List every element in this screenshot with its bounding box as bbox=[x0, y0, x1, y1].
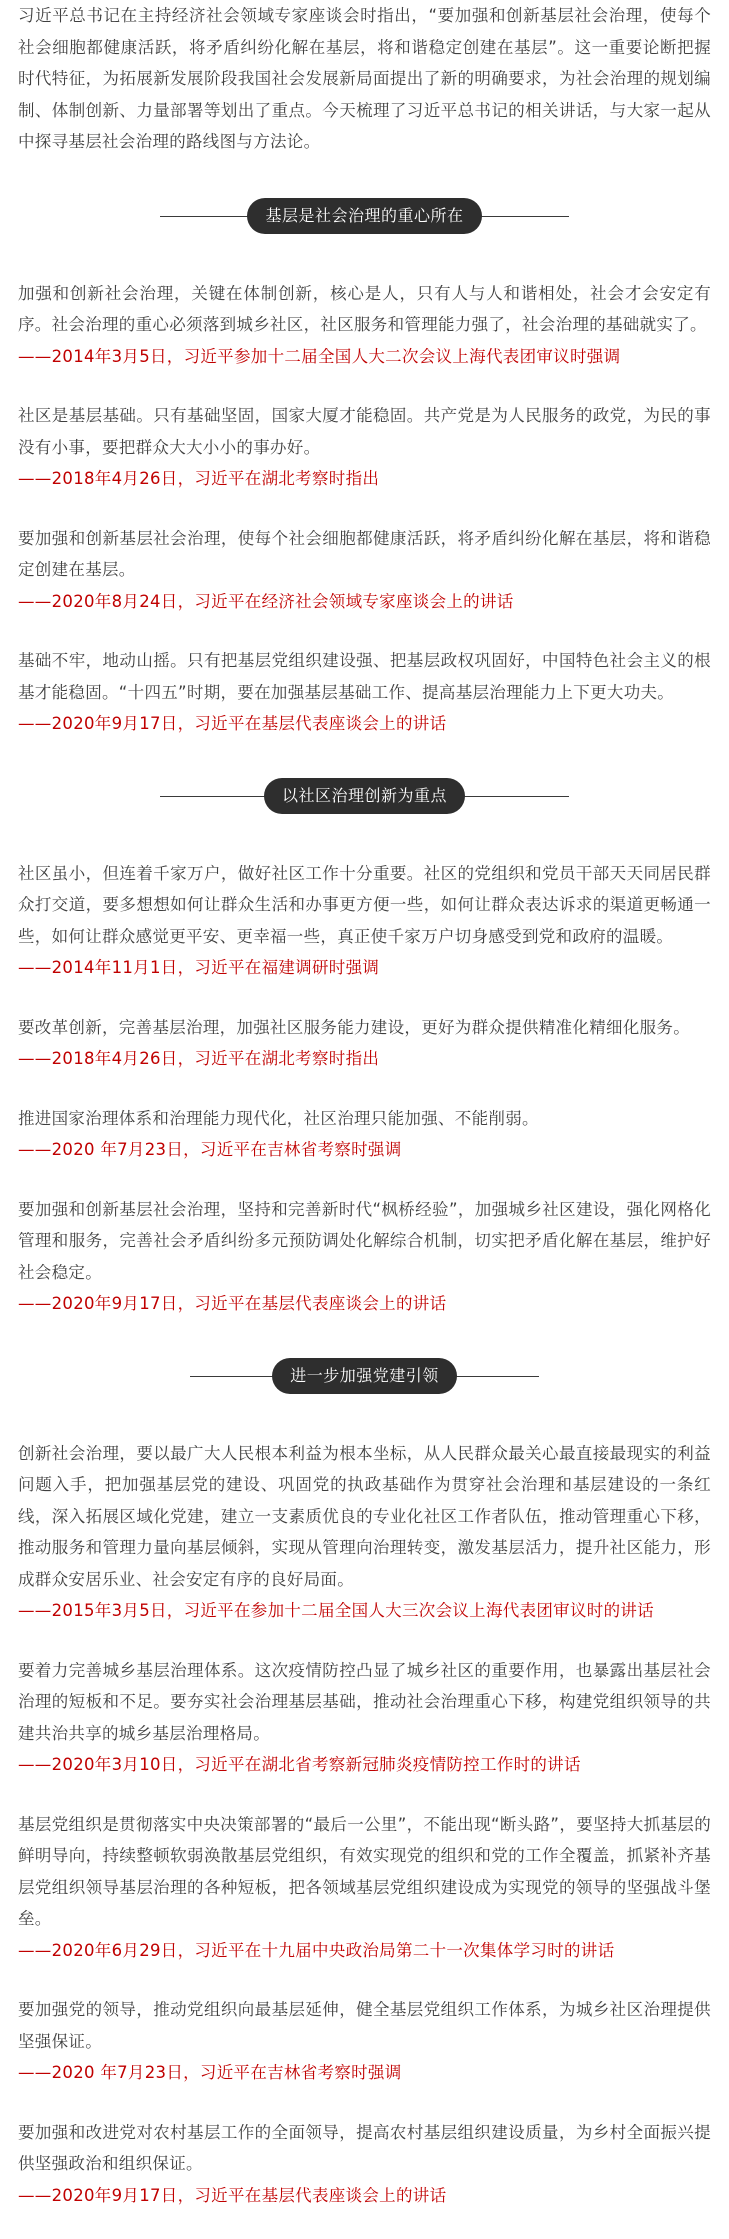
quote-block bbox=[0, 523, 729, 618]
quote-source: ——2014年11月1日，习近平在福建调研时强调 bbox=[18, 958, 380, 977]
section-heading-2 bbox=[0, 778, 729, 814]
quote-source: ——2020年9月17日，习近平在基层代表座谈会上的讲话 bbox=[18, 1294, 447, 1313]
quote-block bbox=[0, 400, 729, 495]
section-heading-1 bbox=[0, 198, 729, 234]
quote-text: 创新社会治理，要以最广大人民根本利益为根本坐标，从人民群众最关心最直接最现实的利益问题入手，把加强基层党的建设、巩固党的执政基础作为贯穿社会治理和基层建设的一条红线，深入拓展区域化党建，建立一支素质优良的专业化社区工作者队伍，推动管理重心下移，推动服务和管理力量向基层倾斜，实现从管理向治理转变，激发基层活力，提升社区能力，形成群众安居乐业、社会安定有序的良好局面。 bbox=[18, 1443, 711, 1589]
quote-source: ——2020年8月24日，习近平在经济社会领域专家座谈会上的讲话 bbox=[18, 591, 514, 611]
quote-text: 要着力完善城乡基层治理体系。这次疫情防控凸显了城乡社区的重要作用，也暴露出基层社会治理的短板和不足。要夯实社会治理基层基础，推动社会治理重心下移，构建党组织领导的共建共治共享的城乡基层治理格局。 bbox=[18, 1660, 711, 1743]
quote-text: 基层党组织是贯彻落实中央决策部署的“最后一公里”，不能出现“断头路”，要坚持大抓基层的鲜明导向，持续整顿软弱涣散基层党组织，有效实现党的组织和党的工作全覆盖，抓紧补齐基层党组织领导基层治理的各种短板，把各领域基层党组织建设成为实现党的领导的坚强战斗堡垒。 bbox=[18, 1814, 711, 1928]
quote-source: ——2020年9月17日，习近平在基层代表座谈会上的讲话 bbox=[18, 2185, 447, 2205]
quote-block bbox=[0, 1194, 729, 1320]
quote-block bbox=[0, 1103, 729, 1166]
quote-text: 要加强和创新基层社会治理，坚持和完善新时代“枫桥经验”，加强城乡社区建设，强化网格化管理和服务，完善社会矛盾纠纷多元预防调处化解综合机制，切实把矛盾化解在基层，维护好社会稳定。 bbox=[18, 1199, 711, 1282]
quote-block bbox=[0, 645, 729, 740]
quote-source: ——2020年3月10日，习近平在湖北省考察新冠肺炎疫情防控工作时的讲话 bbox=[18, 1755, 581, 1774]
quote-block bbox=[0, 1994, 729, 2089]
intro-paragraph: 习近平总书记在主持经济社会领域专家座谈会时指出，“要加强和创新基层社会治理，使每个社会细胞都健康活跃，将矛盾纠纷化解在基层，将和谐稳定创建在基层”。这一重要论断把握时代特征，为拓展新发展阶段我国社会发展新局面提出了新的明确要求，为社会治理的规划编制、体制创新、力量部署等划出了重点。今天梳理了习近平总书记的相关讲话，与大家一起从中探寻基层社会治理的路线图与方法论。 bbox=[18, 6, 711, 151]
quote-text: 社区是基层基础。只有基础坚固，国家大厦才能稳固。共产党是为人民服务的政党，为民的事没有小事，要把群众大大小小的事办好。 bbox=[18, 406, 711, 457]
quote-source: ——2020 年7月23日，习近平在吉林省考察时强调 bbox=[18, 1140, 402, 1159]
section-title: 进一步加强党建引领 bbox=[272, 1358, 457, 1394]
quote-text: 推进国家治理体系和治理能力现代化，社区治理只能加强、不能削弱。 bbox=[18, 1108, 539, 1128]
quote-text: 基础不牢，地动山摇。只有把基层党组织建设强、把基层政权巩固好，中国特色社会主义的根基才能稳固。“十四五”时期，要在加强基层基础工作、提高基层治理能力上下更大功夫。 bbox=[18, 651, 711, 702]
quote-source: ——2018年4月26日，习近平在湖北考察时指出 bbox=[18, 1049, 380, 1068]
quote-block bbox=[0, 278, 729, 373]
quote-source: ——2020年6月29日，习近平在十九届中央政治局第二十一次集体学习时的讲话 bbox=[18, 1940, 615, 1960]
section-title: 以社区治理创新为重点 bbox=[264, 778, 465, 814]
quote-text: 加强和创新社会治理，关键在体制创新，核心是人，只有人与人和谐相处，社会才会安定有序。社会治理的重心必须落到城乡社区，社区服务和管理能力强了，社会治理的基础就实了。 bbox=[18, 283, 711, 334]
quote-text: 要加强和创新基层社会治理，使每个社会细胞都健康活跃，将矛盾纠纷化解在基层，将和谐稳定创建在基层。 bbox=[18, 528, 711, 579]
quote-text: 社区虽小，但连着千家万户，做好社区工作十分重要。社区的党组织和党员干部天天同居民群众打交道，要多想想如何让群众生活和办事更方便一些，如何让群众表达诉求的渠道更畅通一些，如何让群众感觉更平安、更幸福一些，真正使千家万户切身感受到党和政府的温暖。 bbox=[18, 863, 711, 946]
quote-source: ——2018年4月26日，习近平在湖北考察时指出 bbox=[18, 469, 380, 488]
quote-block bbox=[0, 1012, 729, 1075]
quote-block bbox=[0, 2117, 729, 2212]
quote-source: ——2020 年7月23日，习近平在吉林省考察时强调 bbox=[18, 2063, 402, 2082]
quote-source: ——2014年3月5日，习近平参加十二届全国人大二次会议上海代表团审议时强调 bbox=[18, 346, 621, 366]
quote-block bbox=[0, 1438, 729, 1627]
quote-source: ——2020年9月17日，习近平在基层代表座谈会上的讲话 bbox=[18, 714, 447, 733]
quote-source: ——2015年3月5日，习近平在参加十二届全国人大三次会议上海代表团审议时的讲话 bbox=[18, 1601, 654, 1620]
quote-text: 要加强党的领导，推动党组织向最基层延伸，健全基层党组织工作体系，为城乡社区治理提供坚强保证。 bbox=[18, 2000, 711, 2051]
quote-text: 要改革创新，完善基层治理，加强社区服务能力建设，更好为群众提供精准化精细化服务。 bbox=[18, 1017, 690, 1037]
quote-block bbox=[0, 1809, 729, 1967]
quote-text: 要加强和改进党对农村基层工作的全面领导，提高农村基层组织建设质量，为乡村全面振兴提供坚强政治和组织保证。 bbox=[18, 2122, 711, 2173]
quote-block bbox=[0, 858, 729, 984]
quote-block bbox=[0, 1655, 729, 1781]
section-title: 基层是社会治理的重心所在 bbox=[247, 198, 481, 234]
section-heading-3 bbox=[0, 1358, 729, 1394]
